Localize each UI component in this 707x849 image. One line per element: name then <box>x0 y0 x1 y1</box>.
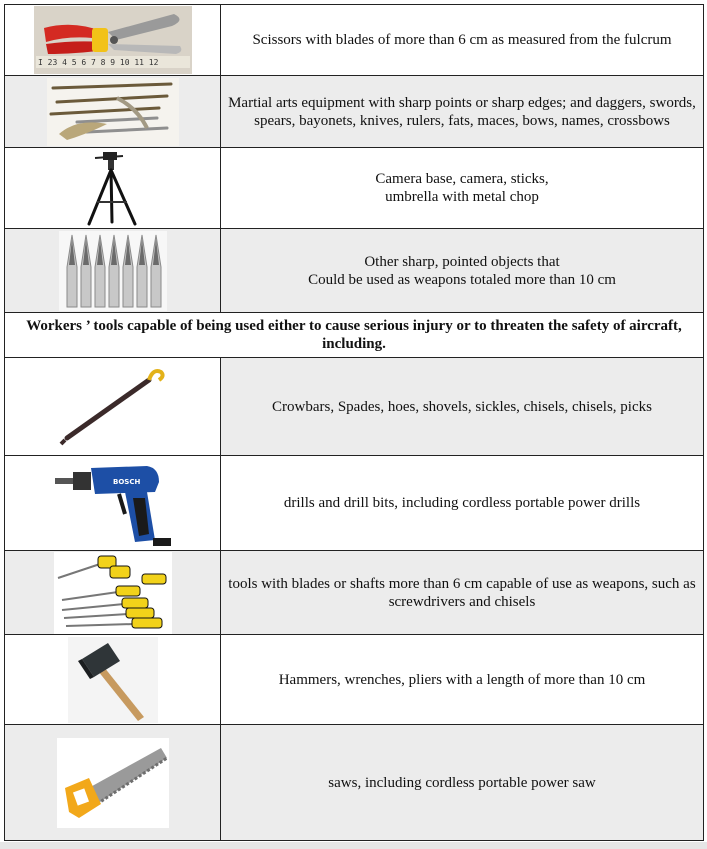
item-description: Scissors with blades of more than 6 cm as measured from the fulcrum <box>221 5 704 76</box>
item-description: drills and drill bits, including cordless portable power drills <box>221 456 704 551</box>
svg-text:BOSCH: BOSCH <box>112 478 140 486</box>
table-row <box>5 456 704 551</box>
page-bottom-edge <box>0 842 707 849</box>
engraving-bits-icon <box>59 231 167 311</box>
table-row <box>5 551 704 635</box>
image-cell <box>5 635 221 725</box>
prohibited-items-table <box>4 4 704 841</box>
table-row <box>5 635 704 725</box>
image-cell <box>5 148 221 229</box>
table-row <box>5 76 704 148</box>
item-description: Other sharp, pointed objects that Could be used as weapons totaled more than 10 cm <box>221 229 704 313</box>
svg-text:I 23 4 5 6 7 8 9 10 11 12: I 23 4 5 6 7 8 9 10 11 12 <box>37 58 158 67</box>
martial-arts-weapons-icon <box>47 78 179 146</box>
item-description: Martial arts equipment with sharp points or sharp edges; and daggers, swords, spears, bayonets, knives, rulers, fats, maces, bows, names, crossbows <box>221 76 704 148</box>
table-row <box>5 725 704 841</box>
hand-saw-icon <box>57 738 169 828</box>
image-cell <box>5 5 221 76</box>
hammer-icon <box>68 637 158 723</box>
camera-tripod-icon <box>83 150 143 226</box>
item-description: Hammers, wrenches, pliers with a length of more than 10 cm <box>221 635 704 725</box>
section-header: Workers ’ tools capable of being used either to cause serious injury or to threaten the safety of aircraft, including. <box>5 313 704 358</box>
table-row <box>5 229 704 313</box>
image-cell <box>5 358 221 456</box>
crowbar-icon <box>57 362 169 452</box>
image-cell <box>5 76 221 148</box>
item-description: Crowbars, Spades, hoes, shovels, sickles, chisels, chisels, picks <box>221 358 704 456</box>
item-description: Camera base, camera, sticks, umbrella with metal chop <box>221 148 704 229</box>
power-drill-icon <box>55 458 171 548</box>
table-row <box>5 358 704 456</box>
image-cell <box>5 456 221 551</box>
page-top-edge <box>0 0 707 3</box>
table-row <box>5 148 704 229</box>
pruning-shears-icon <box>34 6 192 74</box>
image-cell <box>5 229 221 313</box>
item-description: tools with blades or shafts more than 6 cm capable of use as weapons, such as screwdrivers and chisels <box>221 551 704 635</box>
image-cell <box>5 551 221 635</box>
section-header-row <box>5 313 704 358</box>
image-cell <box>5 725 221 841</box>
screwdriver-set-icon <box>54 552 172 634</box>
table-row <box>5 5 704 76</box>
item-description: saws, including cordless portable power saw <box>221 725 704 841</box>
